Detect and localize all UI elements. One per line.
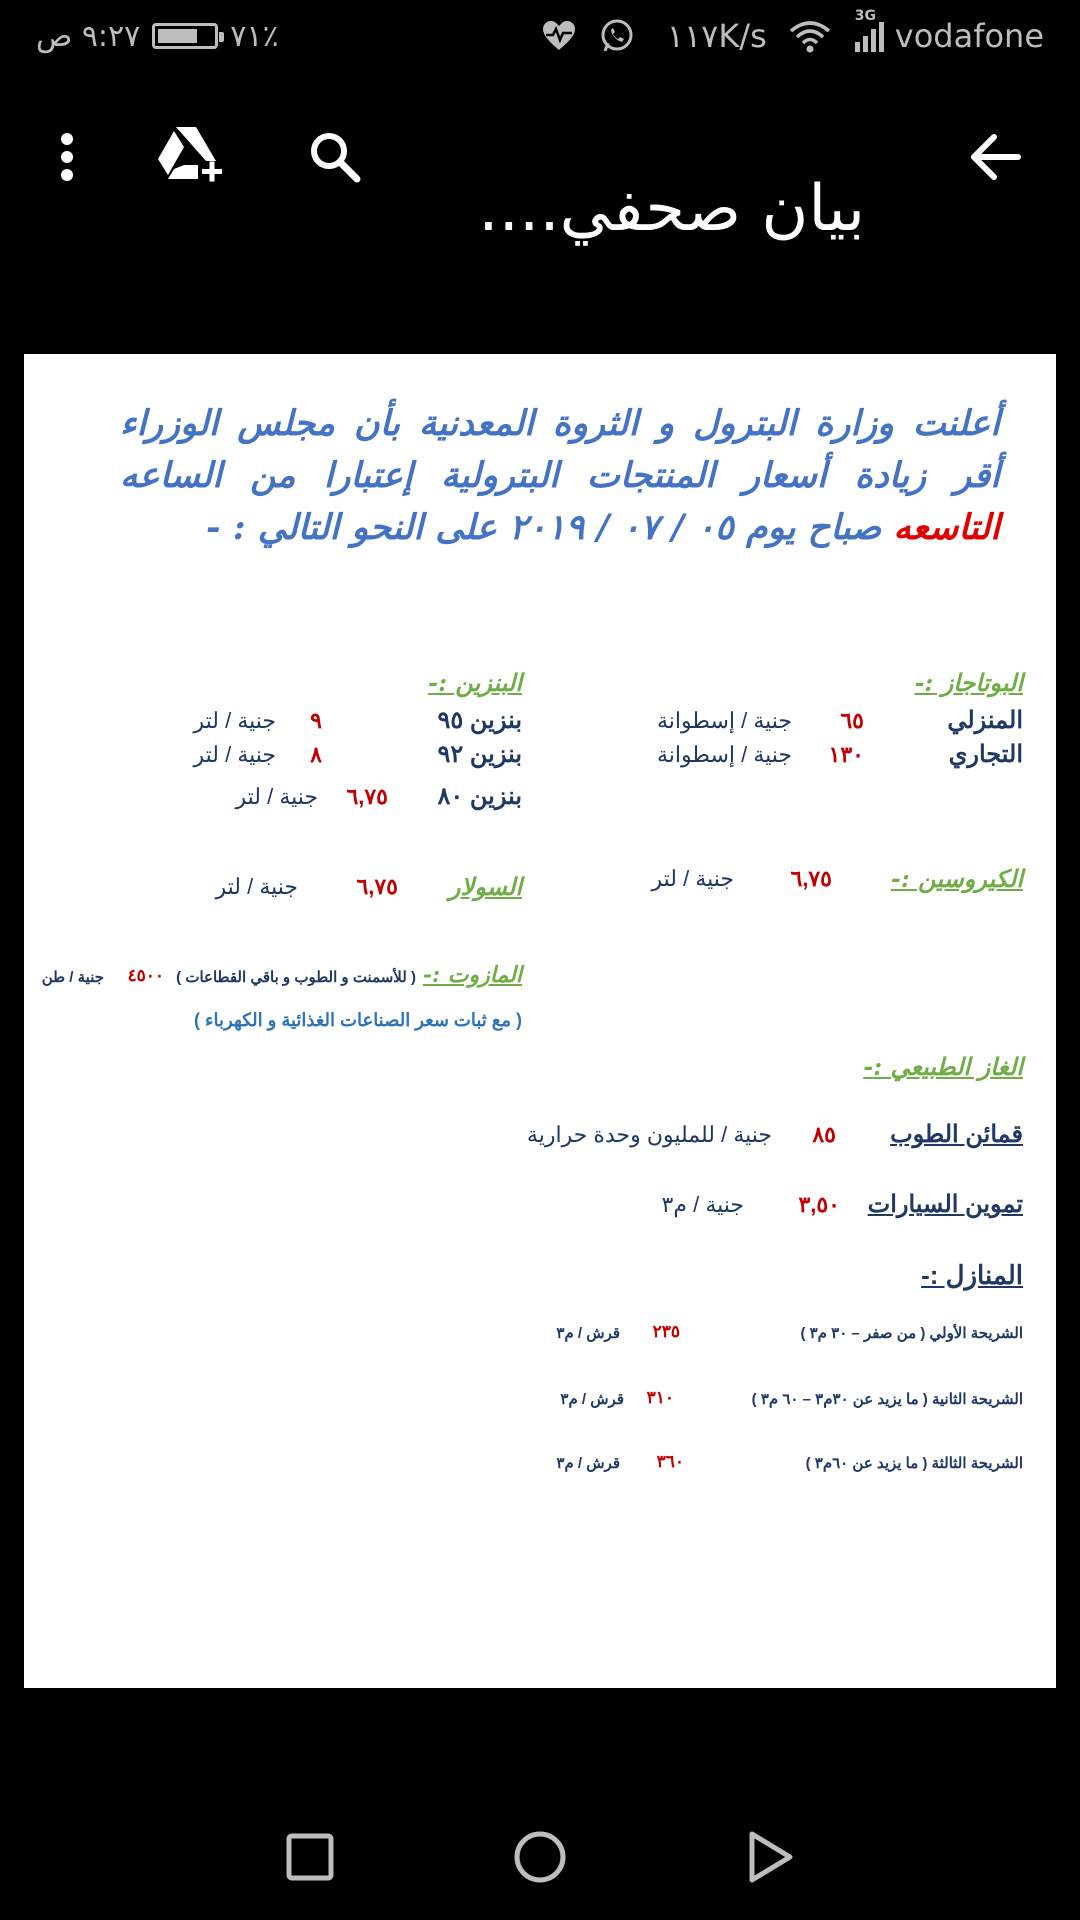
network-speed: ١١٧K/s [666,17,767,55]
more-options-button[interactable] [22,112,112,202]
homes-tier-1-label: الشريحة الأولي ( من صفر – ٣٠ م٣ ) [800,1325,1023,1342]
document-page [24,354,1056,1688]
benzene-92-value: ٨ [310,742,322,767]
butagas-home-label: المنزلي [947,707,1023,734]
homes-tier-3-unit: قرش / م٣ [556,1455,620,1472]
homes-tier-3-label: الشريحة الثالثة ( ما يزيد عن ٦٠م٣ ) [805,1455,1023,1472]
homes-tier-1-value: ٢٣٥ [652,1322,680,1341]
add-to-drive-button[interactable] [145,112,235,202]
kilns-label: قمائن الطوب [890,1121,1023,1148]
solar-unit: جنية / لتر [215,874,298,899]
homes-tier-3-value: ٣٦٠ [656,1452,684,1471]
mazout-description: ( للأسمنت و الطوب و باقي القطاعات ) [176,969,416,986]
butagas-heading: البوتاجاز :- [914,668,1023,697]
document-content [24,354,1056,1688]
butagas-commercial-value: ١٣٠ [828,742,864,767]
drive-add-icon [154,125,226,189]
back-nav-button[interactable] [730,1817,810,1897]
status-right [541,8,1044,58]
butagas-commercial-label: التجاري [948,741,1023,768]
network-type: 3G [854,8,876,24]
recents-button[interactable] [270,1817,350,1897]
benzene-92-unit: جنية / لتر [193,742,276,767]
mazout-value: ٤٥٠٠ [127,966,164,985]
natural-gas-heading: الغاز الطبيعي :- [863,1052,1023,1081]
benzene-92-label: بنزين ٩٢ [437,741,522,768]
kilns-unit: جنية / للمليون وحدة حرارية [526,1122,772,1147]
vehicle-fuel-value: ٣,٥٠ [798,1192,840,1217]
back-button[interactable] [950,112,1040,202]
kerosene-value: ٦,٧٥ [790,866,832,891]
heart-pulse-icon [541,20,577,52]
benzene-80-label: بنزين ٨٠ [437,783,522,810]
homes-tier-2-unit: قرش / م٣ [560,1391,624,1408]
solar-heading: السولار [448,872,522,901]
intro-text-2: صباح يوم ٠٥ / ٠٧ / ٢٠١٩ على النحو التالي : - [205,507,882,548]
benzene-heading: البنزين :- [428,668,522,697]
wifi-icon [789,19,831,53]
intro-paragraph [120,398,1000,554]
mazout-heading: المازوت :- [422,962,522,988]
vehicle-fuel-unit: جنية / م٣ [661,1192,744,1217]
butagas-commercial-unit: جنية / إسطوانة [657,742,792,767]
benzene-95-unit: جنية / لتر [193,708,276,733]
search-button[interactable] [290,112,380,202]
kerosene-unit: جنية / لتر [651,866,734,891]
document-title: بيان صحفي.... [478,172,865,246]
benzene-80-unit: جنية / لتر [235,784,318,809]
vehicle-fuel-label: تموين السيارات [867,1191,1023,1218]
benzene-95-value: ٩ [310,708,322,733]
homes-tier-2-value: ٣١٠ [646,1388,674,1407]
home-circle-icon [513,1830,567,1884]
battery-icon [152,23,218,49]
kerosene-heading: الكيروسين :- [890,864,1023,893]
mazout-note: ( مع ثبات سعر الصناعات الغذائية و الكهرباء ) [194,1010,522,1030]
carrier-name: vodafone [894,17,1044,55]
whatsapp-icon [599,18,635,54]
app-bar [0,72,1080,246]
intro-highlight: التاسعه [893,507,1000,548]
benzene-95-label: بنزين ٩٥ [437,707,522,734]
signal-icon [853,8,889,52]
butagas-home-value: ٦٥ [840,708,864,733]
status-bar [0,0,1080,72]
intro-text-1: أعلنت وزارة البترول و الثروة المعدنية بأن مجلس الوزراء أقر زيادة أسعار المنتجات البترولية إعتبارا من الساعه [120,403,1000,496]
homes-tier-2-label: الشريحة الثانية ( ما يزيد عن ٣٠م٣ – ٦٠ م٣ ) [751,1391,1023,1408]
navigation-bar [0,1795,1080,1920]
back-triangle-icon [746,1830,794,1884]
battery-percent: ٧١٪ [230,18,279,54]
recents-square-icon [286,1833,334,1881]
home-button[interactable] [500,1817,580,1897]
back-arrow-icon [968,133,1022,181]
search-icon [307,129,363,185]
solar-value: ٦,٧٥ [356,874,398,899]
homes-tier-1-unit: قرش / م٣ [556,1325,620,1342]
mazout-unit: جنية / طن [41,969,104,986]
benzene-80-value: ٦,٧٥ [346,784,388,809]
butagas-home-unit: جنية / إسطوانة [657,708,792,733]
status-left [36,14,279,58]
kilns-value: ٨٥ [812,1122,836,1147]
homes-heading: المنازل :- [921,1260,1023,1290]
more-vert-icon [59,132,75,182]
status-time: ٩:٢٧ ص [36,18,141,54]
